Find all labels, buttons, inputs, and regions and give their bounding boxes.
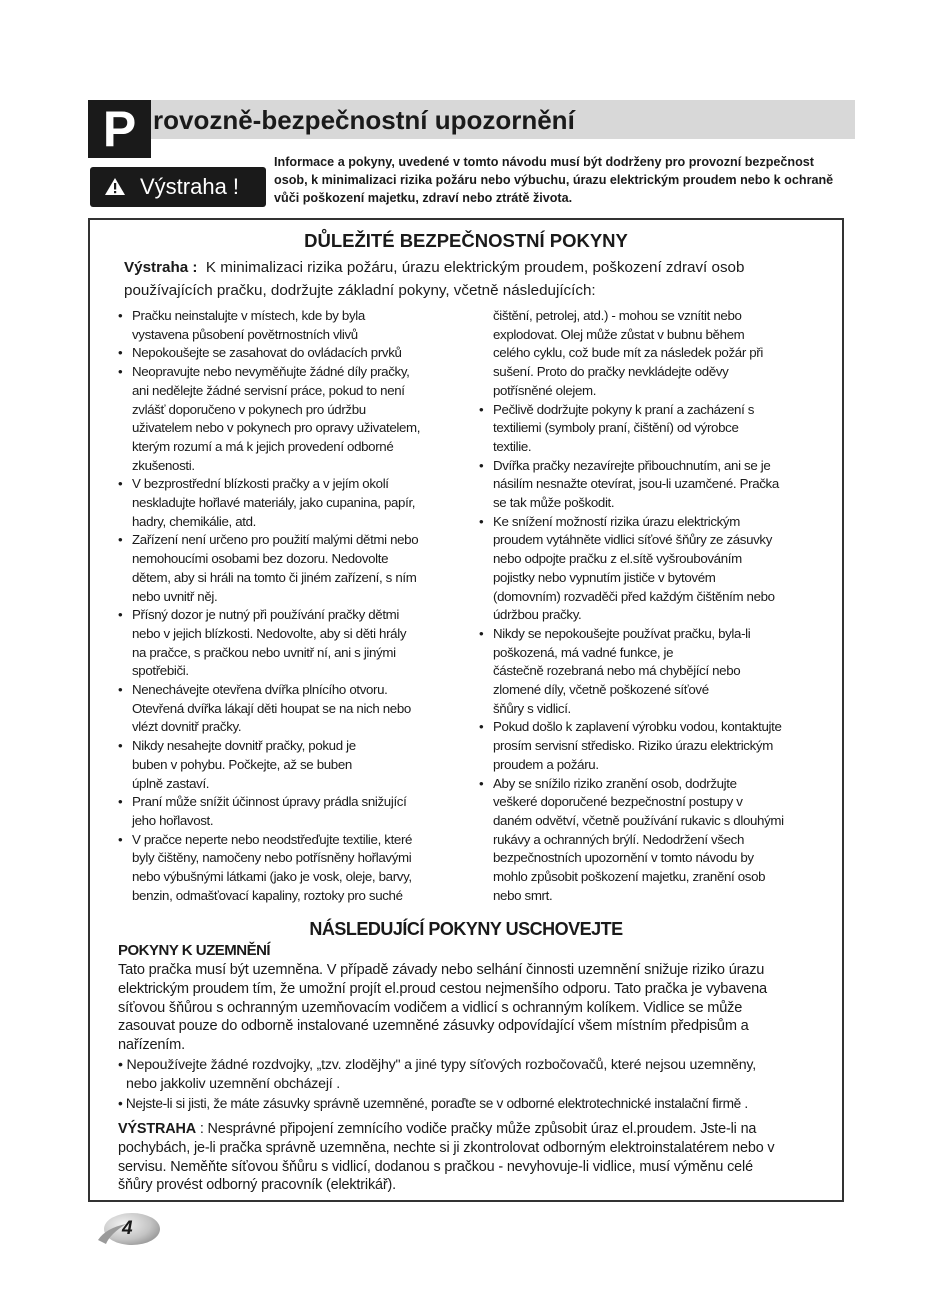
list-item [478,775,838,906]
list-item-line: hadry, chemikálie, atd. [132,513,256,529]
grounding-heading: POKYNY K UZEMNĚNÍ [118,942,271,959]
list-item [117,831,467,906]
bullet: • [479,625,484,641]
list-item-line: jeho hořlavost. [132,812,214,828]
list-item [478,401,838,457]
list-item-line: ani nedělejte žádné servisní práce, pokud to není [132,382,405,398]
list-item [117,344,467,363]
grounding-line: síťovou šňůrou s ochranným uzemňovacím vodičem a vidlicí s ochranným kolíkem. Vidlice se může [118,999,743,1016]
grounding-warning-line: : Nesprávné připojení zemnícího vodiče pračky může způsobit úraz el.proudem. Jste-li na [195,1121,757,1137]
list-item-line: Neopravujte nebo nevyměňujte žádné díly pračky, [132,364,410,380]
list-item-line: Ke snížení možností rizika úrazu elektrickým [493,513,740,529]
bullet: • [118,738,123,754]
list-item-line: Aby se snížilo riziko zranění osob, dodržujte [493,775,737,791]
bullet: • [479,457,484,473]
grounding-paragraph [118,961,838,1055]
bullet: • [118,476,123,492]
grounding-warning-line: šňůry provést odborný pracovník (elektrikář). [118,1177,396,1194]
list-item [117,475,467,531]
list-item-line: Pečlivě dodržujte pokyny k praní a zacházení s [493,401,755,417]
grounding-bullet-2: • Nejste-li si jisti, že máte zásuvky správně uzemněné, poraďte se v odborné elektrotechnické instalační firmě . [118,1096,748,1111]
list-item-line: Praní může snížit účinnost úpravy prádla snižující [132,794,407,810]
list-item-line: dětem, aby si hráli na tomto či jiném zařízení, s ním [132,569,417,585]
list-item-line: úplně zastaví. [132,775,210,791]
list-item-line: nebo odpojte pračku z el.sítě vyšroubováním [493,551,742,567]
list-item-line: textiliemi (symboly praní, čištění) od výrobce [493,420,739,436]
list-item-line: nebo smrt. [493,887,553,903]
warning-badge [90,167,266,207]
list-item [117,307,467,344]
bullet: • [479,513,484,529]
list-item-line: nemohoucími osobami bez dozoru. Nedovolte [132,551,389,567]
lead-text [124,256,824,302]
list-item-line: kterým rozumí a má k jejich provedení odborné [132,438,394,454]
list-item-line: mohlo způsobit poškození majetku, zranění osob [493,869,766,885]
grounding-line: Tato pračka musí být uzemněna. V případě závady nebo selhání činnosti uzemnění snižuje riziko úrazu [118,962,765,978]
grounding-bullet-1 [118,1056,840,1094]
bullet: • [479,719,484,735]
list-item-line: potřísněné olejem. [493,382,597,398]
bullet: • [118,308,123,323]
list-item-line: V bezprostřední blízkosti pračky a v jejím okolí [132,476,389,492]
list-item-line: neskladujte hořlavé materiály, jako cupanina, papír, [132,495,416,511]
bullet: • [479,775,484,791]
bullet: • [118,345,123,361]
grounding-warning [118,1120,840,1195]
list-item-line: vystavena působení povětrnostních vlivů [132,326,358,342]
list-item-line: Nepokoušejte se zasahovat do ovládacích prvků [132,345,402,361]
bullet: • [118,831,123,847]
list-item-line: na pračce, s pračkou nebo uvnitř ní, ani s jinými [132,644,396,660]
lead-line-1: K minimalizaci rizika požáru, úrazu elektrickým proudem, poškození zdraví osob [205,259,745,276]
grounding-line: nařízením. [118,1037,185,1054]
list-item-line: zlomené díly, včetně poškozené síťové [493,682,709,698]
list-item [117,531,467,606]
list-item-line: násilím nesnažte otevírat, jsou-li uzamčené. Pračka [493,476,779,492]
list-item-line: Nikdy se nepokoušejte používat pračku, byla-li [493,625,751,641]
page-title: rovozně-bezpečnostní upozornění [153,105,575,135]
grounding-warning-line: servisu. Neměňte síťovou šňůru s vidlicí, dodanou s pračkou - nevyhovuje-li vidlice, musí výměnu celé [118,1158,753,1175]
list-item-line: šňůry s vidlicí. [493,700,571,716]
list-item-line: nebo v jejich blízkosti. Nedovolte, aby si děti hrály [132,625,407,641]
list-item-line: Pokud došlo k zaplavení výrobku vodou, kontaktujte [493,719,782,735]
list-item-line: byly čištěny, namočeny nebo potřísněny hořlavými [132,850,412,866]
list-item-line: pojistky nebo vypnutím jističe v bytovém [493,569,716,585]
grounding-bullet-line: • Nepoužívejte žádné rozdvojky, „tzv. zlodějhy" a jiné typy síťových rozbočovačů, které nejsou uzemněny, [118,1057,757,1073]
list-item-line: (domovním) rozvaděči před každým čištěním nebo [493,588,775,604]
list-item [478,625,838,719]
list-item-line: celého cyklu, což bude mít za následek požár při [493,345,763,361]
list-item [478,718,838,774]
list-item-line: rukávy a ochranných brýlí. Nedodržení všech [493,831,745,847]
list-item-line: veškeré doporučené bezpečnostní postupy v [493,794,743,810]
grounding-line: elektrickým proudem tím, že umožní projít el.proud cestou nejmenšího odporu. Tato pračka je vybavena [118,980,767,997]
list-item-line: uživatelem nebo v pokynech pro opravy uživatelem, [132,420,421,436]
list-item-line: V pračce neperte nebo neodstřeďujte textilie, které [132,831,413,847]
lead-line-2: používajících pračku, dodržujte základní pokyny, včetně následujících: [124,282,596,299]
bullet: • [118,794,123,810]
list-item-line: prosím servisní středisko. Riziko úrazu elektrickým [493,738,773,754]
list-item-line: Pračku neinstalujte v místech, kde by byla [132,308,365,323]
list-item-line: nebo výbušnými látkami (jako je vosk, oleje, barvy, [132,869,412,885]
warning-triangle-icon [104,177,126,196]
list-item [478,513,838,625]
list-item [117,363,467,475]
title-initial-box [88,100,151,158]
list-item-line: poškozená, má vadné funkce, je [493,644,674,660]
lead-label: Výstraha : [124,259,198,276]
list-item-line: údržbou pračky. [493,607,582,623]
grounding-line: zasouvat pouze do odborně instalované uzemněné zásuvky odpovídající všem místním předpisům a [118,1018,749,1035]
list-item-line: explodovat. Olej může zůstat v bubnu během [493,326,745,342]
list-item [478,457,838,513]
left-column [117,307,467,906]
list-item-line: spotřebiči. [132,663,189,679]
list-item-line: zkušenosti. [132,457,195,473]
list-item-line: buben v pohybu. Počkejte, až se buben [132,756,352,772]
list-item-line: Dvířka pračky nezavírejte přibouchnutím, ani se je [493,457,771,473]
grounding-warning-line: pochybách, je-li pračka správně uzemněna, nechte si ji zkontrolovat odborným elektroinstalatérem nebo v [118,1139,775,1156]
list-item [117,737,467,793]
warning-label: Výstraha ! [140,174,240,199]
list-item-line: částečně rozebraná nebo má chybějící nebo [493,663,741,679]
keep-heading: NÁSLEDUJÍCÍ POKYNY USCHOVEJTE [309,919,623,939]
list-item-line: benzin, odmašťovací kapaliny, roztoky pro suché [132,887,403,903]
grounding-warning-label: VÝSTRAHA [118,1121,196,1137]
list-item-line: Nenechávejte otevřena dvířka plnícího otvoru. [132,682,388,698]
list-item-line: se tak může poškodit. [493,495,615,511]
list-item-line: vlézt dovnitř pračky. [132,719,242,735]
list-item-line: proudem a požáru. [493,756,599,772]
list-item [117,793,467,830]
list-item-line: Nikdy nesahejte dovnitř pračky, pokud je [132,738,356,754]
title-initial: P [102,101,137,157]
list-item-line: Zařízení není určeno pro použití malými dětmi nebo [132,532,419,548]
list-item-line: bezpečnostních upozornění v tomto návodu by [493,850,754,866]
list-item-line: nebo uvnitř něj. [132,588,218,604]
right-column [478,307,838,906]
bullet: • [118,607,123,623]
list-item-line: Přísný dozor je nutný při používání pračky dětmi [132,607,399,623]
list-item-line: čištění, petrolej, atd.) - mohou se vznítit nebo [493,308,742,323]
page-number: 4 [122,1218,133,1239]
bullet: • [118,532,123,548]
list-item-line: daném odvětví, včetně používání rukavic s dlouhými [493,812,784,828]
continued-item [478,307,838,401]
list-item-line: zvlášť doporučeno v pokynech pro údržbu [132,401,366,417]
list-item-line: textilie. [493,438,532,454]
important-heading: DŮLEŽITÉ BEZPEČNOSTNÍ POKYNY [304,230,628,251]
bullet: • [118,682,123,698]
list-item-line: sušení. Proto do pračky nevkládejte oděvy [493,364,729,380]
list-item [117,681,467,737]
bullet: • [118,364,123,380]
bullet: • [479,401,484,417]
list-item-line: Otevřená dvířka lákají děti houpat se na nich nebo [132,700,411,716]
grounding-bullet-line: nebo jakkoliv uzemnění obcházejí . [126,1076,341,1092]
intro-text: Informace a pokyny, uvedené v tomto návodu musí být dodrženy pro provozní bezpečnost osob, k minimalizaci rizika požáru nebo výbuchu, úrazu elektrickým proudem nebo k ochraně vůči poškození majetku, zdraví nebo ztrátě života. [274,155,834,205]
list-item [117,606,467,681]
list-item-line: proudem vytáhněte vidlici síťové šňůry ze zásuvky [493,532,773,548]
